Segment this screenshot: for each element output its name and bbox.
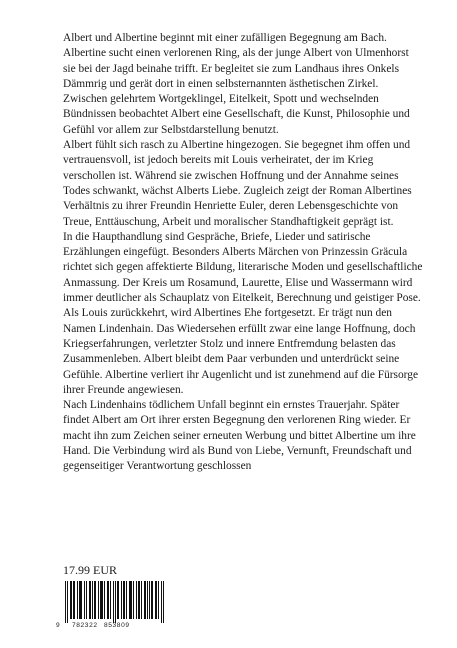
blurb-paragraph: Albert und Albertine beginnt mit einer zufälligen Begegnung am Bach. Albertine sucht einen verlorenen Ring, als der junge Albert von Ulmenhorst sie bei der Jagd beinahe trifft. Er begleitet sie zum Landhaus ihres Onkels Dämmrig und gerät dort in einen selbsternannten ästhetischen Zirkel. Zwischen gelehrtem Wortgeklingel, Eitelkeit, Spott und wechselnden Bündnissen beobachtet Albert eine Gesellschaft, die Kunst, Philosophie und Gefühl vor allem zur Selbstdarstellung benutzt. [63,32,410,136]
barcode-bar [70,581,71,619]
barcode-bar [136,581,137,619]
barcode-bar [152,581,153,619]
barcode-bar [139,581,140,619]
barcode-bar [77,581,78,619]
barcode-bar [129,581,130,619]
barcode-bar [98,581,99,619]
barcode-bar [101,581,102,619]
barcode-bar [86,581,87,619]
barcode-bar [161,581,162,623]
barcode-lead-digit: 9 [56,622,61,629]
barcode-digit-group-1: 782322 [72,622,98,629]
barcode-bar [115,581,116,623]
blurb-paragraph: Nach Lindenhains tödlichem Unfall beginnt ein ernstes Trauerjahr. Später findet Albert am Ort ihrer ersten Begegnung den verlorenen Ring wieder. Er macht ihn zum Zeichen seiner erneuten Werbung und bittet Albertine um ihre Hand. Die Verbindung wird als Bund von Liebe, Vernunft, Freundschaft und gegenseitiger Verantwortung geschlossen [63,399,416,473]
barcode-bar [117,581,118,619]
barcode-bar [94,581,95,619]
barcode-bar [89,581,90,619]
barcode-bar [144,581,145,619]
barcode-bar [67,581,68,623]
barcode-bar [149,581,150,619]
barcode-bar [80,581,81,619]
barcode-bar [102,581,103,619]
barcode-bar [65,581,66,623]
barcode-bar [71,581,72,619]
blurb-paragraph: In die Haupthandlung sind Gespräche, Briefe, Lieder und satirische Erzählungen eingefügt. Besonders Alberts Märchen von Prinzessin Gräcula richtet sich gegen affektierte Bildung, literarische Moden und gesellschaftliche Anmassung. Der Kreis um Rosamund, Laurette, Elise und Wassermann wird immer deutlicher als Schauplatz von Eitelkeit, Berechnung und geistiger Pose. [63,230,423,305]
blurb-paragraph: Als Louis zurückkehrt, wird Albertines Ehe fortgesetzt. Er trägt nun den Namen Lindenhain. Das Wiedersehen erfüllt zwar eine lange Hoffnung, doch Kriegserfahrungen, verletzter Stolz und innere Entfremdung belasten das Zusammenleben. Albert bleibt dem Paar verbunden und unterdrückt seine Gefühle. Albertine verliert ihr Augenlicht und ist zunehmend auf die Fürsorge ihrer Freunde angewiesen. [63,307,419,396]
barcode-bar [163,581,164,623]
barcode-bar [104,581,105,619]
barcode-bar [81,581,82,619]
barcode-bar [151,581,152,619]
barcode-bar [108,581,109,619]
barcode-bar [133,581,134,619]
isbn-barcode [56,579,166,631]
barcode-bar [118,581,119,619]
barcode-bars [56,579,166,623]
barcode-bar [141,581,142,619]
barcode-bar [124,581,125,619]
barcode-digit-group-2: 853809 [104,622,130,629]
barcode-bar [126,581,127,619]
blurb-paragraph: Albert fühlt sich rasch zu Albertine hingezogen. Sie begegnet ihm offen und vertrauensvoll, ist jedoch bereits mit Louis verheiratet, der im Krieg verschollen ist. Während sie zwischen Hoffnung und der Annahme seines Todes schwankt, wächst Alberts Liebe. Zugleich zeigt der Roman Albertines Verhältnis zu ihrer Freundin Henriette Euler, deren Lebensgeschichte von Treue, Enttäuschung, Arbeit und moralischer Standhaftigkeit geprägt ist. [63,139,412,228]
barcode-bar [147,581,148,619]
barcode-bar [158,581,159,619]
barcode-bar [123,581,124,619]
barcode-bar [156,581,157,619]
barcode-bar [90,581,91,619]
barcode-bar [130,581,131,619]
barcode-bar [121,581,122,619]
barcode-bar [155,581,156,619]
barcode-bar [100,581,101,619]
barcode-bar [79,581,80,619]
blurb-text [63,31,423,475]
barcode-bar [145,581,146,619]
barcode-bar [84,581,85,619]
price-label: 17.99 EUR [63,563,117,577]
barcode-bar [95,581,96,619]
barcode-bar [92,581,93,619]
barcode-bar [110,581,111,619]
barcode-bar [73,581,74,619]
barcode-bar [74,581,75,619]
barcode-bar [138,581,139,619]
barcode-bar [131,581,132,619]
barcode-bar [113,581,114,623]
barcode-bar [107,581,108,619]
